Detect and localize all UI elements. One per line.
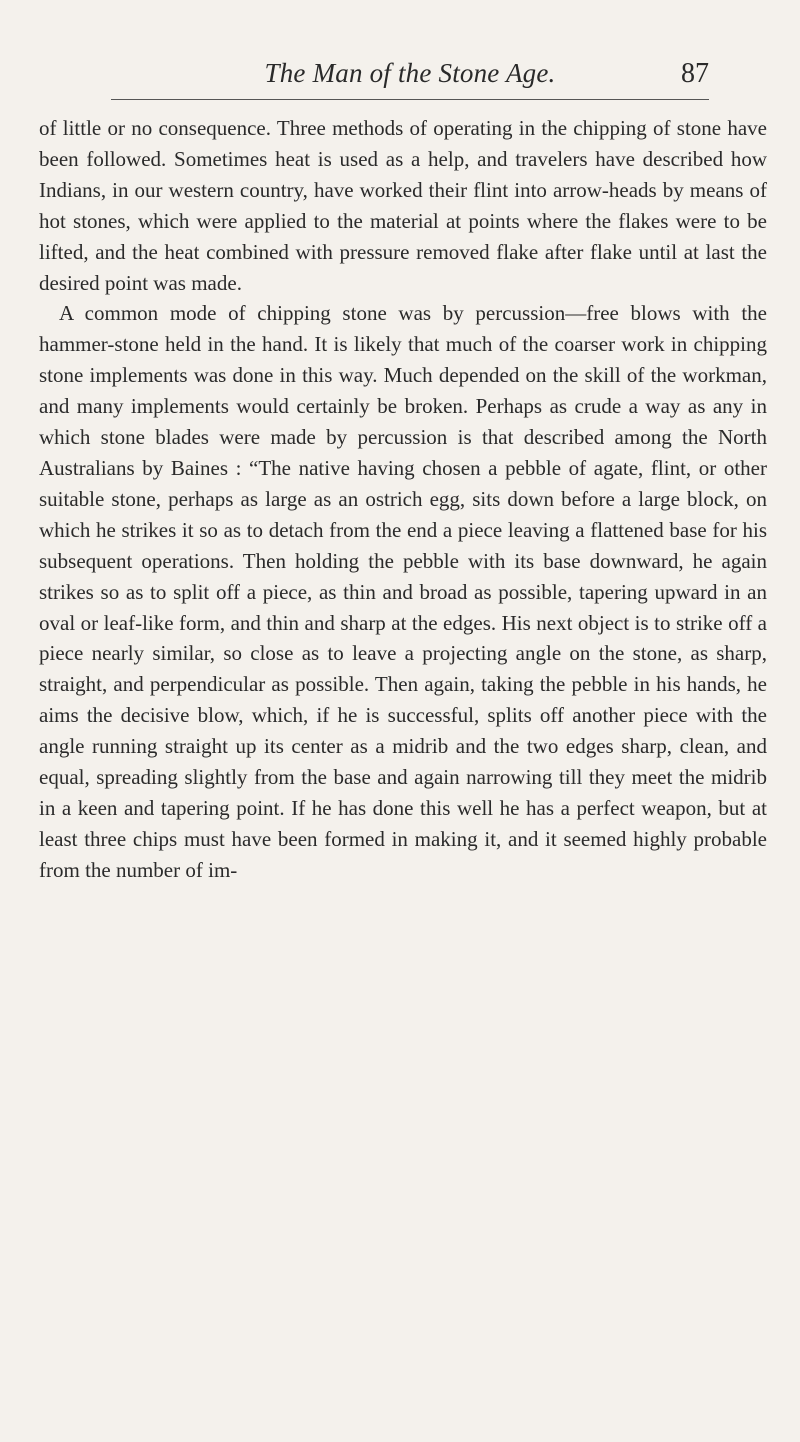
header-rule xyxy=(111,99,709,100)
body-text xyxy=(39,113,767,886)
running-title: The Man of the Stone Age. xyxy=(264,58,556,88)
paragraph: of little or no consequence. Three methods of operating in the chipping of stone have been followed. Sometimes heat is used as a help, and travelers have described how Indians, in our western country, have worked their flint into arrow-heads by means of hot stones, which were applied to the material at points where the flakes were to be lifted, and the heat combined with pressure removed flake after flake until at last the desired point was made. xyxy=(39,116,767,295)
page-number: 87 xyxy=(681,58,709,89)
paragraph: A common mode of chipping stone was by percussion—free blows with the hammer-stone held in the hand. It is likely that much of the coarser work in chipping stone implements was done in this way. Much depended on the skill of the workman, and many implements would certainly be broken. Perhaps as crude a way as any in which stone blades were made by percussion is that described among the North Australians by Baines : “The native having chosen a pebble of agate, flint, or other suitable stone, perhaps as large as an ostrich egg, sits down before a large block, on which he strikes it so as to detach from the end a piece leaving a flattened base for his subsequent operations. Then holding the pebble with its base downward, he again strikes so as to split off a piece, as thin and broad as possible, tapering upward in an oval or leaf-like form, and thin and sharp at the edges. His next object is to strike off a piece nearly similar, so close as to leave a projecting angle on the stone, as sharp, straight, and perpendicular as possible. Then again, taking the pebble in his hands, he aims the decisive blow, which, if he is successful, splits off another piece with the angle running straight up its center as a midrib and the two edges sharp, clean, and equal, spreading slightly from the base and again narrowing till they meet the midrib in a keen and tapering point. If he has done this well he has a perfect weapon, but at least three chips must have been formed in making it, and it seemed highly probable from the number of im- xyxy=(39,301,767,882)
running-head xyxy=(111,50,709,94)
